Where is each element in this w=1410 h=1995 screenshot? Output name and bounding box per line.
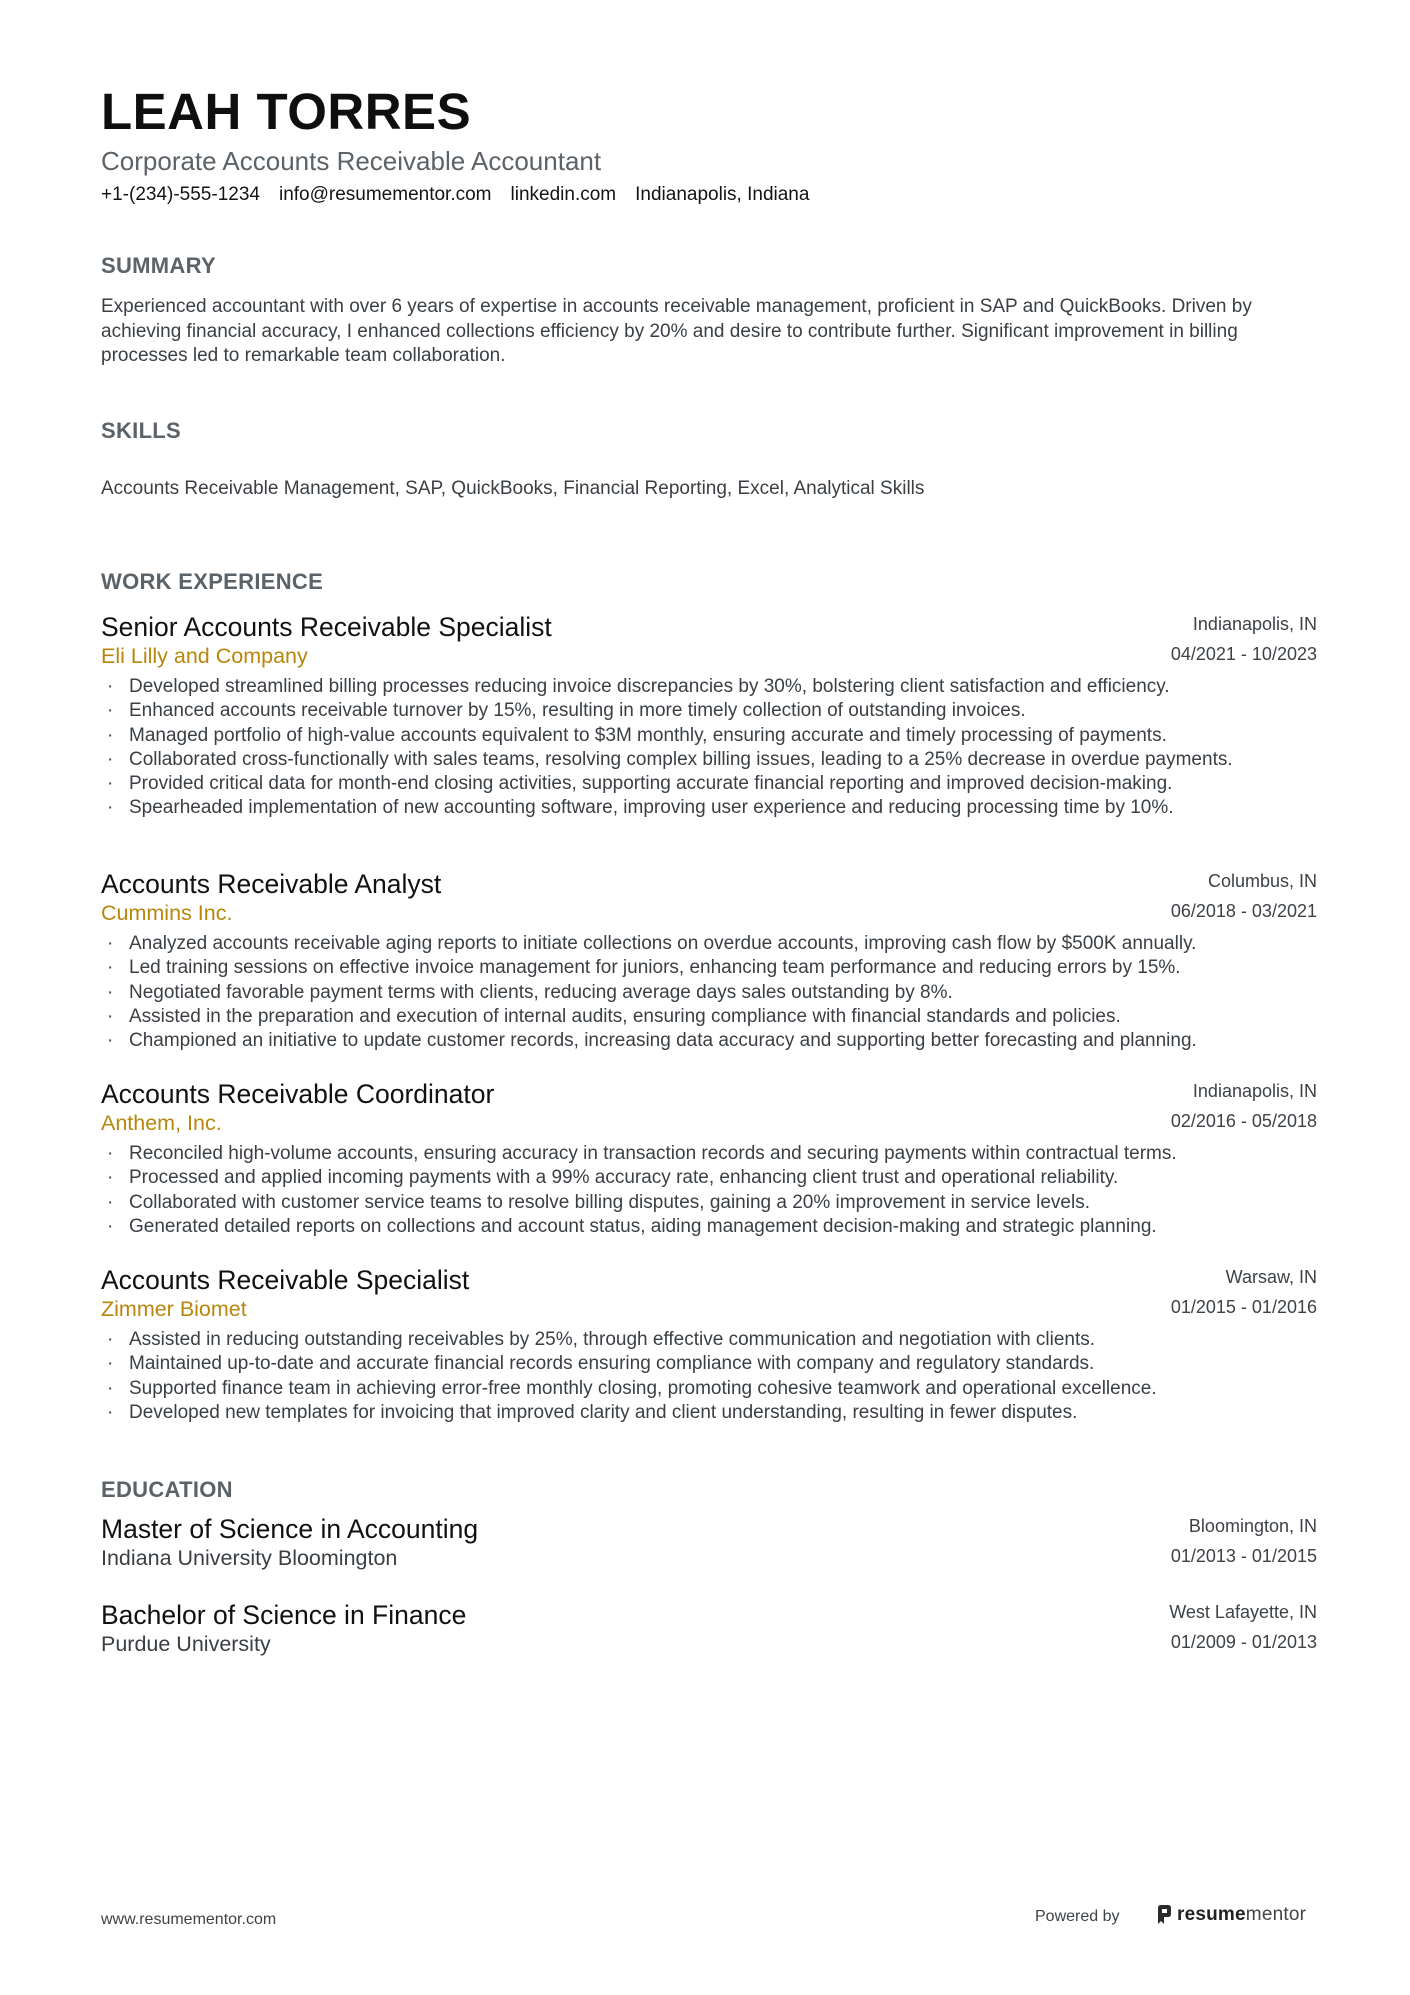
job-bullet: · Developed streamlined billing processes reducing invoice discrepancies by 30%, bolstering client satisfaction and efficiency. bbox=[101, 675, 1317, 699]
job-entry bbox=[101, 1079, 1317, 1239]
job-bullet: · Spearheaded implementation of new accounting software, improving user experience and reducing processing time by 10%. bbox=[101, 796, 1317, 820]
resumementor-logo-text bbox=[1177, 1904, 1306, 1926]
education-heading: EDUCATION bbox=[101, 1477, 233, 1502]
job-bullet: · Reconciled high-volume accounts, ensuring accuracy in transaction records and securing payments within contractual terms. bbox=[101, 1142, 1317, 1166]
job-bullet: · Assisted in reducing outstanding receivables by 25%, through effective communication and negotiation with clients. bbox=[101, 1328, 1317, 1352]
education-school: Indiana University Bloomington bbox=[101, 1546, 398, 1570]
contact-location: Indianapolis, Indiana bbox=[635, 184, 810, 205]
education-dates: 01/2009 - 01/2013 bbox=[1170, 1632, 1317, 1652]
summary-text: Experienced accountant with over 6 years of expertise in accounts receivable management, proficient in SAP and QuickBooks. Driven by achieving financial accuracy, I enhanced collections efficiency by 20% and desire to contribute further. Significant improvement in billing processes led to remarkable team collaboration. bbox=[101, 296, 1252, 366]
education-entry bbox=[101, 1600, 1317, 1660]
education-location: Bloomington, IN bbox=[1188, 1516, 1317, 1536]
education-dates: 01/2013 - 01/2015 bbox=[1170, 1546, 1317, 1566]
logo-text-light: mentor bbox=[1245, 1904, 1307, 1925]
job-bullets bbox=[101, 1328, 1317, 1425]
job-title: Accounts Receivable Analyst bbox=[101, 869, 442, 899]
contact-email[interactable]: info@resumementor.com bbox=[278, 184, 492, 205]
job-bullet: · Maintained up-to-date and accurate financial records ensuring compliance with company and regulatory standards. bbox=[101, 1352, 1317, 1376]
job-entry bbox=[101, 869, 1317, 1053]
job-dates: 01/2015 - 01/2016 bbox=[1170, 1297, 1317, 1317]
job-company: Zimmer Biomet bbox=[101, 1297, 247, 1321]
job-company: Anthem, Inc. bbox=[101, 1111, 222, 1135]
job-bullet: · Collaborated cross-functionally with sales teams, resolving complex billing issues, leading to a 25% decrease in overdue payments. bbox=[101, 748, 1317, 772]
job-bullet: · Enhanced accounts receivable turnover by 15%, resulting in more timely collection of outstanding invoices. bbox=[101, 699, 1317, 723]
job-bullet: · Collaborated with customer service teams to resolve billing disputes, gaining a 20% improvement in service levels. bbox=[101, 1191, 1317, 1215]
job-entry bbox=[101, 1265, 1317, 1425]
job-location: Columbus, IN bbox=[1207, 871, 1317, 891]
job-bullet: · Developed new templates for invoicing that improved clarity and client understanding, resulting in fewer disputes. bbox=[101, 1401, 1317, 1425]
work-experience-heading: WORK EXPERIENCE bbox=[101, 569, 324, 594]
candidate-title: Corporate Accounts Receivable Accountant bbox=[101, 146, 602, 176]
job-bullets bbox=[101, 675, 1317, 821]
job-bullet: · Negotiated favorable payment terms with clients, reducing average days sales outstanding by 8%. bbox=[101, 981, 1317, 1005]
job-bullet: · Provided critical data for month-end closing activities, supporting accurate financial reporting and improved decision-making. bbox=[101, 772, 1317, 796]
contact-linkedin[interactable]: linkedin.com bbox=[510, 184, 617, 205]
job-bullet: · Managed portfolio of high-value accounts equivalent to $3M monthly, ensuring accurate and timely processing of payments. bbox=[101, 724, 1317, 748]
job-bullet: · Assisted in the preparation and execution of internal audits, ensuring compliance with financial standards and policies. bbox=[101, 1005, 1317, 1029]
contact-line bbox=[101, 183, 809, 208]
job-bullets bbox=[101, 932, 1317, 1053]
education-school: Purdue University bbox=[101, 1632, 271, 1656]
job-bullet: · Generated detailed reports on collections and account status, aiding management decision-making and strategic planning. bbox=[101, 1215, 1317, 1239]
job-dates: 04/2021 - 10/2023 bbox=[1170, 644, 1317, 664]
job-bullet: · Processed and applied incoming payments with a 99% accuracy rate, enhancing client trust and operational reliability. bbox=[101, 1166, 1317, 1190]
job-bullet: · Led training sessions on effective invoice management for juniors, enhancing team performance and reducing errors by 15%. bbox=[101, 956, 1317, 980]
candidate-name: LEAH TORRES bbox=[101, 83, 472, 140]
resumementor-logo[interactable] bbox=[1156, 1904, 1306, 1926]
contact-phone[interactable]: +1-(234)-555-1234 bbox=[101, 184, 260, 205]
job-location: Warsaw, IN bbox=[1225, 1267, 1317, 1287]
education-degree: Bachelor of Science in Finance bbox=[101, 1600, 467, 1630]
education-location: West Lafayette, IN bbox=[1169, 1602, 1317, 1622]
job-company: Cummins Inc. bbox=[101, 901, 233, 925]
skills-text: Accounts Receivable Management, SAP, QuickBooks, Financial Reporting, Excel, Analytical Skills bbox=[101, 478, 925, 499]
logo-text-bold: resume bbox=[1177, 1904, 1246, 1925]
education-degree: Master of Science in Accounting bbox=[101, 1514, 479, 1544]
job-location: Indianapolis, IN bbox=[1192, 1081, 1317, 1101]
job-dates: 06/2018 - 03/2021 bbox=[1170, 901, 1317, 921]
job-company: Eli Lilly and Company bbox=[101, 644, 308, 668]
job-title: Accounts Receivable Specialist bbox=[101, 1265, 470, 1295]
job-bullet: · Analyzed accounts receivable aging reports to initiate collections on overdue accounts, improving cash flow by $500K annually. bbox=[101, 932, 1317, 956]
job-bullet: · Supported finance team in achieving error-free monthly closing, promoting cohesive teamwork and operational excellence. bbox=[101, 1377, 1317, 1401]
job-title: Accounts Receivable Coordinator bbox=[101, 1079, 495, 1109]
resumementor-logo-icon bbox=[1156, 1904, 1173, 1926]
skills-heading: SKILLS bbox=[101, 418, 182, 443]
footer-powered-by: Powered by bbox=[1035, 1908, 1120, 1925]
footer-website-link[interactable]: www.resumementor.com bbox=[101, 1911, 277, 1928]
job-bullet: · Championed an initiative to update customer records, increasing data accuracy and supporting better forecasting and planning. bbox=[101, 1029, 1317, 1053]
education-entry bbox=[101, 1514, 1317, 1574]
summary-heading: SUMMARY bbox=[101, 253, 216, 278]
job-title: Senior Accounts Receivable Specialist bbox=[101, 612, 552, 642]
job-bullets bbox=[101, 1142, 1317, 1239]
job-entry bbox=[101, 612, 1317, 821]
job-dates: 02/2016 - 05/2018 bbox=[1170, 1111, 1317, 1131]
job-location: Indianapolis, IN bbox=[1192, 614, 1317, 634]
